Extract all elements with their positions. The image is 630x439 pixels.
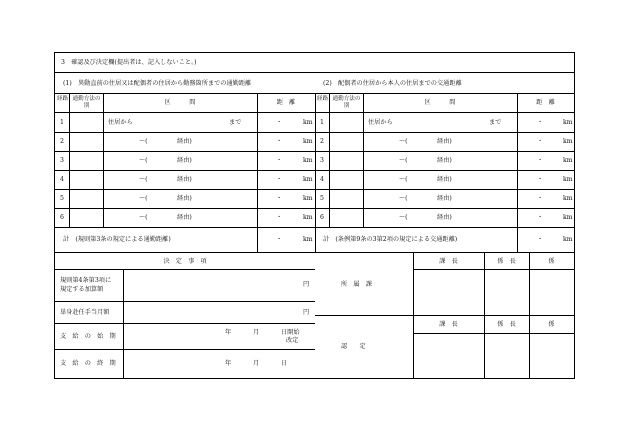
end-label: 支 給 の 終 期 [60, 360, 116, 367]
left-col-section: 区 間 [164, 99, 196, 106]
end-year: 年 [225, 360, 232, 367]
right-total-label: 計 (条例第9条の3第2項の規定による交通距離) [323, 236, 458, 243]
right-row-from: 〜( [399, 138, 408, 145]
right-row-no: 4 [320, 176, 324, 183]
kacho-label-2: 課 長 [439, 321, 458, 328]
left-row-to: 経由) [177, 138, 192, 145]
left-row-dot: ・ [276, 214, 283, 221]
left-row-no: 1 [60, 119, 64, 126]
left-row-dot: ・ [276, 157, 283, 164]
right-row-to: 経由) [437, 195, 452, 202]
start-month: 月 [253, 329, 260, 336]
right-row-to: 経由) [437, 157, 452, 164]
start-note-1: 日開始 [281, 329, 300, 336]
kakaricho-label-2: 係 長 [497, 321, 516, 328]
left-row-dot: ・ [276, 119, 283, 126]
right-row-unit: km [563, 138, 573, 145]
left-row-to: 経由) [177, 176, 192, 183]
monthly-label: 単身赴任手当月額 [60, 309, 110, 316]
kakari-label-2: 係 [548, 321, 555, 328]
right-row-to: 経由) [437, 176, 452, 183]
left-total-unit: km [303, 236, 313, 243]
right-row-dot: ・ [537, 214, 544, 221]
left-row-to: 経由) [177, 214, 192, 221]
left-heading: (1) 異動直前の住居又は配偶者の住居から勤務箇所までの通勤距離 [63, 80, 252, 87]
right-row-unit: km [563, 119, 573, 126]
right-row-unit: km [563, 195, 573, 202]
start-label: 支 給 の 始 期 [60, 333, 116, 340]
end-day: 日 [281, 360, 288, 367]
right-row-no: 2 [320, 138, 324, 145]
right-row-from: 〜( [399, 157, 408, 164]
right-row-dot: ・ [537, 176, 544, 183]
left-row-unit: km [303, 195, 313, 202]
right-total-unit: km [563, 236, 573, 243]
right-col-section: 区 間 [424, 99, 456, 106]
nintei-label: 認 定 [341, 343, 366, 350]
addition-label-2: 規定する加算額 [60, 286, 104, 293]
left-row-no: 5 [60, 195, 64, 202]
left-row-dot: ・ [276, 195, 283, 202]
right-row-no: 1 [320, 119, 324, 126]
start-note-2: 改定 [286, 337, 299, 344]
right-heading: (2) 配偶者の住居から本人の住居までの交通距離 [323, 80, 462, 87]
right-row-no: 5 [320, 195, 324, 202]
left-row-unit: km [303, 119, 313, 126]
right-row-dot: ・ [537, 195, 544, 202]
right-row-dot: ・ [537, 119, 544, 126]
left-col-distance: 距 離 [276, 99, 296, 106]
right-row-no: 3 [320, 157, 324, 164]
right-col-distance: 距 離 [536, 99, 555, 106]
right-row-to: 経由) [437, 138, 452, 145]
right-row-unit: km [563, 157, 573, 164]
kacho-label: 課 長 [439, 258, 458, 265]
right-row-no: 6 [320, 214, 324, 221]
section-title: 3 確認及び決定欄(提出者は、記入しないこと。) [61, 59, 197, 66]
left-row-from: 〜( [139, 195, 148, 202]
monthly-unit: 円 [303, 309, 310, 316]
left-row-from: 〜( [139, 214, 148, 221]
shozoku-label: 所 属 課 [341, 281, 372, 288]
decision-header: 決 定 事 項 [163, 258, 207, 265]
left-row-no: 6 [60, 214, 64, 221]
approval-form [54, 52, 575, 379]
right-row-from: 〜( [399, 214, 408, 221]
right-col-route: 経路 [316, 96, 329, 102]
left-row-from: 〜( [139, 176, 148, 183]
kakari-label: 係 [548, 258, 555, 265]
right-total-dot: ・ [537, 236, 544, 243]
left-row-dot: ・ [276, 176, 283, 183]
right-row-dot: ・ [537, 138, 544, 145]
left-row-to: 経由) [177, 195, 192, 202]
addition-label-1: 規則第4条第3項に [60, 277, 112, 284]
right-row-to: まで [489, 119, 502, 126]
left-row-from: 住居から [108, 119, 133, 126]
left-row-to: 経由) [177, 157, 192, 164]
kakaricho-label: 係 長 [497, 258, 516, 265]
left-row-from: 〜( [139, 138, 148, 145]
right-row-unit: km [563, 176, 573, 183]
end-month: 月 [253, 360, 260, 367]
left-row-unit: km [303, 138, 313, 145]
left-row-unit: km [303, 176, 313, 183]
left-row-no: 3 [60, 157, 64, 164]
left-row-from: 〜( [139, 157, 148, 164]
left-total-label: 計 (規則第3条の規定による通勤距離) [63, 236, 171, 243]
left-col-route: 経路 [56, 96, 69, 102]
right-row-unit: km [563, 214, 573, 221]
left-row-no: 4 [60, 176, 64, 183]
right-row-dot: ・ [537, 157, 544, 164]
right-col-method: 通勤方法の別 [332, 96, 361, 109]
right-row-from: 住居から [368, 119, 393, 126]
left-row-dot: ・ [276, 138, 283, 145]
left-row-no: 2 [60, 138, 64, 145]
left-row-unit: km [303, 157, 313, 164]
left-col-method: 通勤方法の別 [72, 96, 101, 109]
start-year: 年 [225, 329, 232, 336]
left-row-unit: km [303, 214, 313, 221]
right-row-from: 〜( [399, 176, 408, 183]
addition-unit: 円 [303, 281, 310, 288]
right-row-from: 〜( [399, 195, 408, 202]
left-total-dot: ・ [276, 236, 283, 243]
left-row-to: まで [229, 119, 242, 126]
right-row-to: 経由) [437, 214, 452, 221]
